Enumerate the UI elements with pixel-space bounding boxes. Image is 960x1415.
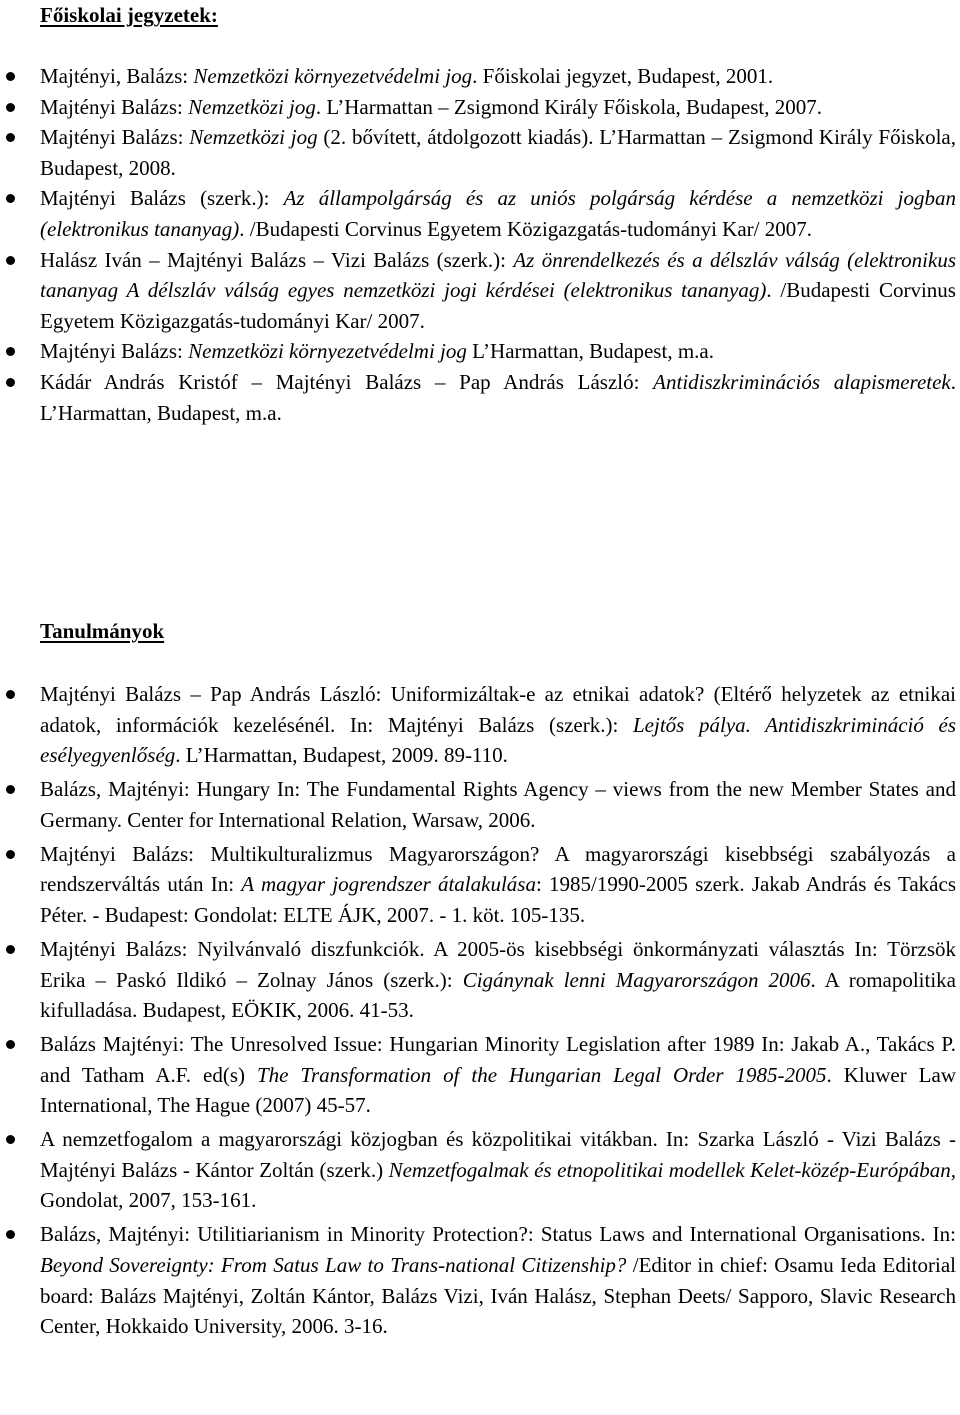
entry-title-text: A magyar jogrendszer átalakulása bbox=[241, 872, 536, 897]
entry-title-text: Nemzetközi jog bbox=[189, 125, 318, 150]
entry-text: A nemzetfogalom a magyarországi közjogban és közpolitikai vitákban. In: Szarka László - Vizi Balázs - Majtényi Balázs - Kántor Zoltán (szerk.) bbox=[40, 1127, 956, 1182]
entry-text: . /Budapesti Corvinus Egyetem Közigazgatás-tudományi Kar/ 2007. bbox=[239, 216, 812, 241]
bibliography-entry bbox=[0, 839, 960, 931]
bibliography-entry bbox=[0, 367, 960, 428]
entry-title-text: Nemzetközi környezetvédelmi jog bbox=[193, 64, 473, 88]
bibliography-entry bbox=[0, 245, 960, 337]
bibliography-entry bbox=[0, 1029, 960, 1121]
entry-title-text: Nemzetközi jog bbox=[188, 94, 316, 119]
entry-title-text: Beyond Sovereignty: From Satus Law to Trans-national Citizenship? bbox=[40, 1253, 627, 1278]
entry-text: . Kluwer Law International, The Hague (2007) 45-57. bbox=[40, 1062, 956, 1118]
bullet-icon bbox=[6, 1230, 15, 1239]
entry-title-text: Antidiszkriminációs alapismeretek bbox=[653, 369, 951, 394]
bullet-icon bbox=[6, 347, 15, 356]
bibliography-list-textbooks bbox=[0, 61, 960, 428]
bullet-icon bbox=[6, 256, 15, 265]
entry-text: Balázs, Majtényi: Hungary In: The Fundamental Rights Agency – views from the new Member States and Germany. Center for International Relation, Warsaw, 2006. bbox=[40, 777, 956, 832]
entry-text: Majtényi Balázs: bbox=[40, 339, 189, 364]
bullet-icon bbox=[6, 378, 15, 387]
entry-text: . L’Harmattan, Budapest, m.a. bbox=[40, 369, 956, 425]
entry-text: Majtényi Balázs: bbox=[40, 125, 190, 150]
entry-text: Majtényi Balázs: Nyilvánvaló diszfunkciók. A 2005-ös kisebbségi önkormányzati választás In: Törzsök Erika – Paskó Ildikó – Zolnay János (szerk.): bbox=[40, 936, 956, 992]
entry-title-text: Az önrendelkezés és a délszláv válság (elektronikus tananyag A délszláv válság egyes nemzetközi jogi kérdései (elektronikus tananyag) bbox=[40, 247, 956, 303]
bibliography-entry bbox=[0, 122, 960, 183]
entry-text: . Főiskolai jegyzet, Budapest, 2001. bbox=[472, 64, 774, 88]
bibliography-entry bbox=[0, 183, 960, 244]
entry-title-text: Lejtős pálya. Antidiszkrimináció és esélyegyenlőség bbox=[40, 712, 956, 768]
entry-title-text: Nemzetfogalmak és etnopolitikai modellek Kelet-közép-Európában, bbox=[388, 1157, 956, 1182]
entry-text: . /Budapesti Corvinus Egyetem Közigazgatás-tudományi Kar/ 2007. bbox=[40, 278, 956, 333]
entry-text: Majtényi Balázs – Pap András László: Uniformizáltak-e az etnikai adatok? (Eltérő helyzetek az etnikai adatok, információk kezelésénél. In: Majtényi Balázs (szerk.): bbox=[40, 682, 956, 737]
entry-text: L’Harmattan, Budapest, m.a. bbox=[466, 339, 714, 364]
section-heading-studies: Tanulmányok bbox=[40, 619, 165, 643]
bullet-icon bbox=[6, 850, 15, 859]
bibliography-entry bbox=[0, 61, 960, 92]
entry-text: Balázs, Majtényi: Utilitiarianism in Minority Protection?: Status Laws and International Organisations. In: bbox=[40, 1222, 956, 1247]
bibliography-entry bbox=[0, 774, 960, 835]
bibliography-entry bbox=[0, 1219, 960, 1341]
entry-text: . A romapolitika kifulladása. Budapest, EÖKIK, 2006. 41-53. bbox=[40, 967, 957, 1023]
entry-text: . L’Harmattan – Zsigmond Király Főiskola, Budapest, 2007. bbox=[315, 94, 822, 119]
bullet-icon bbox=[6, 1135, 15, 1144]
entry-text: (2. bővített, átdolgozott kiadás). L’Harmattan – Zsigmond Király Főiskola, Budapest, 2008. bbox=[40, 125, 956, 180]
section-heading-textbooks: Főiskolai jegyzetek: bbox=[40, 3, 218, 27]
entry-text: Kádár András Kristóf – Majtényi Balázs – Pap András László: bbox=[40, 369, 654, 394]
entry-text: Majtényi Balázs: Multikulturalizmus Magyarországon? A magyarországi kisebbségi szabályozás a rendszerváltás után In: bbox=[40, 841, 956, 897]
entry-text: . L’Harmattan, Budapest, 2009. 89-110. bbox=[175, 743, 508, 768]
entry-text: Majtényi, Balázs: bbox=[40, 64, 194, 88]
entry-title-text: Az állampolgárság és az uniós polgárság kérdése a nemzetközi jogban (elektronikus tananyag) bbox=[40, 186, 956, 241]
bullet-icon bbox=[6, 1040, 15, 1049]
bullet-icon bbox=[6, 72, 15, 81]
bibliography-entry bbox=[0, 1124, 960, 1216]
entry-text: Majtényi Balázs: bbox=[40, 94, 189, 119]
bibliography-entry bbox=[0, 336, 960, 367]
entry-text: Balázs Majtényi: The Unresolved Issue: Hungarian Minority Legislation after 1989 In: Jakab A., Takács P. and Tatham A.F. ed(s) bbox=[40, 1032, 956, 1087]
entry-title-text: Nemzetközi környezetvédelmi jog bbox=[188, 339, 467, 364]
entry-title-text: Cigánynak lenni Magyarországon 2006 bbox=[462, 967, 811, 992]
bibliography-list-studies bbox=[0, 679, 960, 1345]
entry-text: : 1985/1990-2005 szerk. Jakab András és Takács Péter. - Budapest: Gondolat: ELTE ÁJK, 2007. - 1. köt. 105-135. bbox=[40, 872, 956, 927]
bullet-icon bbox=[6, 785, 15, 794]
entry-title-text: The Transformation of the Hungarian Legal Order 1985-2005 bbox=[256, 1062, 827, 1087]
entry-text: Halász Iván – Majtényi Balázs – Vizi Balázs (szerk.): bbox=[40, 247, 514, 272]
bullet-icon bbox=[6, 194, 15, 203]
bibliography-entry bbox=[0, 92, 960, 123]
bullet-icon bbox=[6, 133, 15, 142]
entry-text: Majtényi Balázs (szerk.): bbox=[40, 186, 284, 211]
bibliography-entry bbox=[0, 679, 960, 771]
bullet-icon bbox=[6, 690, 15, 699]
entry-text: Gondolat, 2007, 153-161. bbox=[40, 1188, 257, 1213]
bullet-icon bbox=[6, 103, 15, 112]
entry-text: /Editor in chief: Osamu Ieda Editorial board: Balázs Majtényi, Zoltán Kántor, Balázs Vizi, Iván Halász, Stephan Deets/ Sapporo, Slavic Research Center, Hokkaido University, 2006. 3-16. bbox=[40, 1253, 957, 1339]
bullet-icon bbox=[6, 945, 15, 954]
bibliography-entry bbox=[0, 934, 960, 1026]
